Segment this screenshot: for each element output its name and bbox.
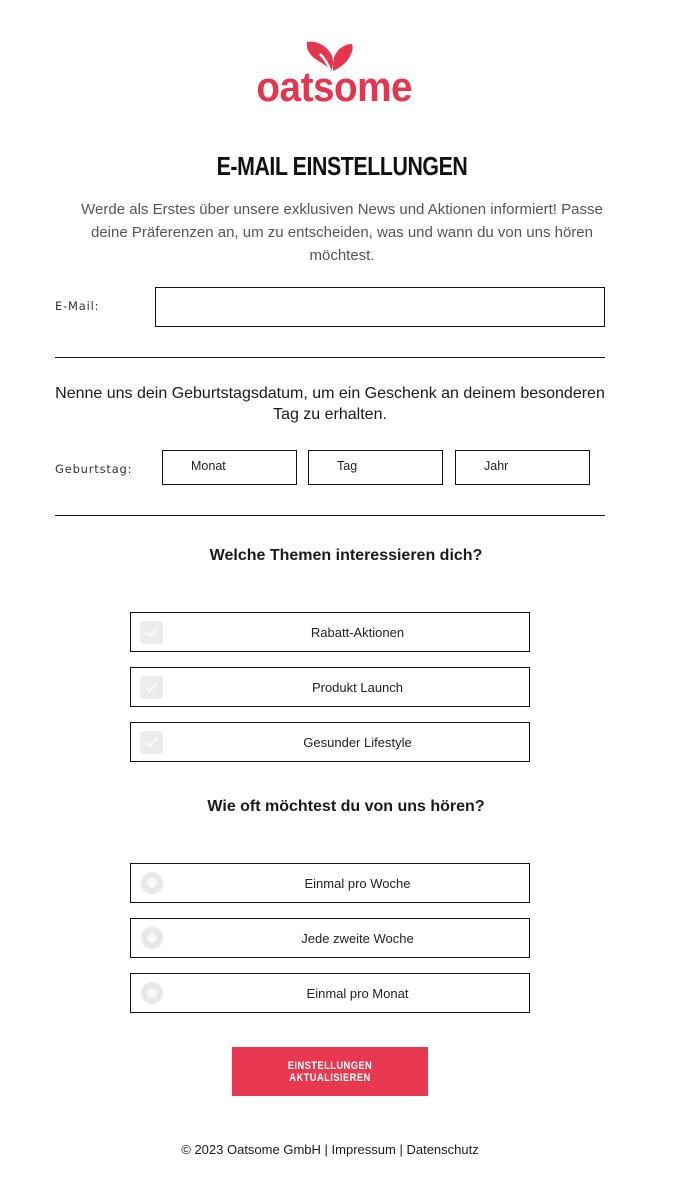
footer: [0, 1142, 660, 1157]
option-label: Einmal pro Monat: [306, 985, 409, 1001]
frequency-heading: Wie oft möchtest du von uns hören?: [207, 798, 485, 815]
option-label: Einmal pro Woche: [304, 875, 411, 891]
footer-separator: |: [399, 1142, 403, 1157]
option-label: Rabatt-Aktionen: [310, 624, 405, 640]
divider: [55, 515, 605, 516]
birthday-month-input[interactable]: [162, 450, 297, 485]
update-settings-button[interactable]: [232, 1047, 428, 1096]
day-placeholder: Tag: [337, 459, 358, 473]
email-input[interactable]: [155, 287, 605, 327]
radio-icon[interactable]: [141, 982, 163, 1004]
frequency-option-monthly[interactable]: [130, 973, 530, 1013]
option-label: Produkt Launch: [311, 679, 404, 695]
checkbox-icon[interactable]: [140, 621, 163, 644]
topic-option-gesunder-lifestyle[interactable]: [130, 722, 530, 762]
impressum-link[interactable]: Impressum: [331, 1142, 396, 1157]
email-label: E-Mail:: [55, 299, 100, 313]
button-label: EINSTELLUNGEN AKTUALISIEREN: [287, 1059, 373, 1084]
intro-text: Werde als Erstes über unsere exklusiven News und Aktionen informiert! Passe deine Präferenzen an, um zu entscheiden, was und wann du von uns hören möchtest.: [81, 201, 603, 264]
brand-logo: [250, 38, 413, 113]
year-placeholder: Jahr: [484, 459, 509, 473]
topic-option-produkt-launch[interactable]: [130, 667, 530, 707]
radio-icon[interactable]: [141, 927, 163, 949]
datenschutz-link[interactable]: Datenschutz: [406, 1142, 479, 1157]
topic-option-rabatt-aktionen[interactable]: [130, 612, 530, 652]
birthday-year-input[interactable]: [455, 450, 590, 485]
month-placeholder: Monat: [191, 459, 226, 473]
page-title: E-MAIL EINSTELLUNGEN: [216, 151, 468, 181]
copyright-text: © 2023 Oatsome GmbH: [181, 1142, 321, 1157]
radio-icon[interactable]: [141, 872, 163, 894]
divider: [55, 357, 605, 358]
frequency-option-biweekly[interactable]: [130, 918, 530, 958]
checkbox-icon[interactable]: [140, 676, 163, 699]
checkbox-icon[interactable]: [140, 731, 163, 754]
option-label: Gesunder Lifestyle: [303, 734, 412, 750]
frequency-option-weekly[interactable]: [130, 863, 530, 903]
footer-separator: |: [324, 1142, 328, 1157]
option-label: Jede zweite Woche: [301, 930, 414, 946]
topics-heading: Welche Themen interessieren dich?: [209, 547, 483, 564]
birthday-day-input[interactable]: [308, 450, 443, 485]
brand-wordmark: oatsome: [256, 63, 413, 110]
birthday-label: Geburtstag:: [55, 462, 133, 476]
birthday-prompt: Nenne uns dein Geburtstagsdatum, um ein Geschenk an deinem besonderen Tag zu erhalten.: [55, 385, 605, 423]
